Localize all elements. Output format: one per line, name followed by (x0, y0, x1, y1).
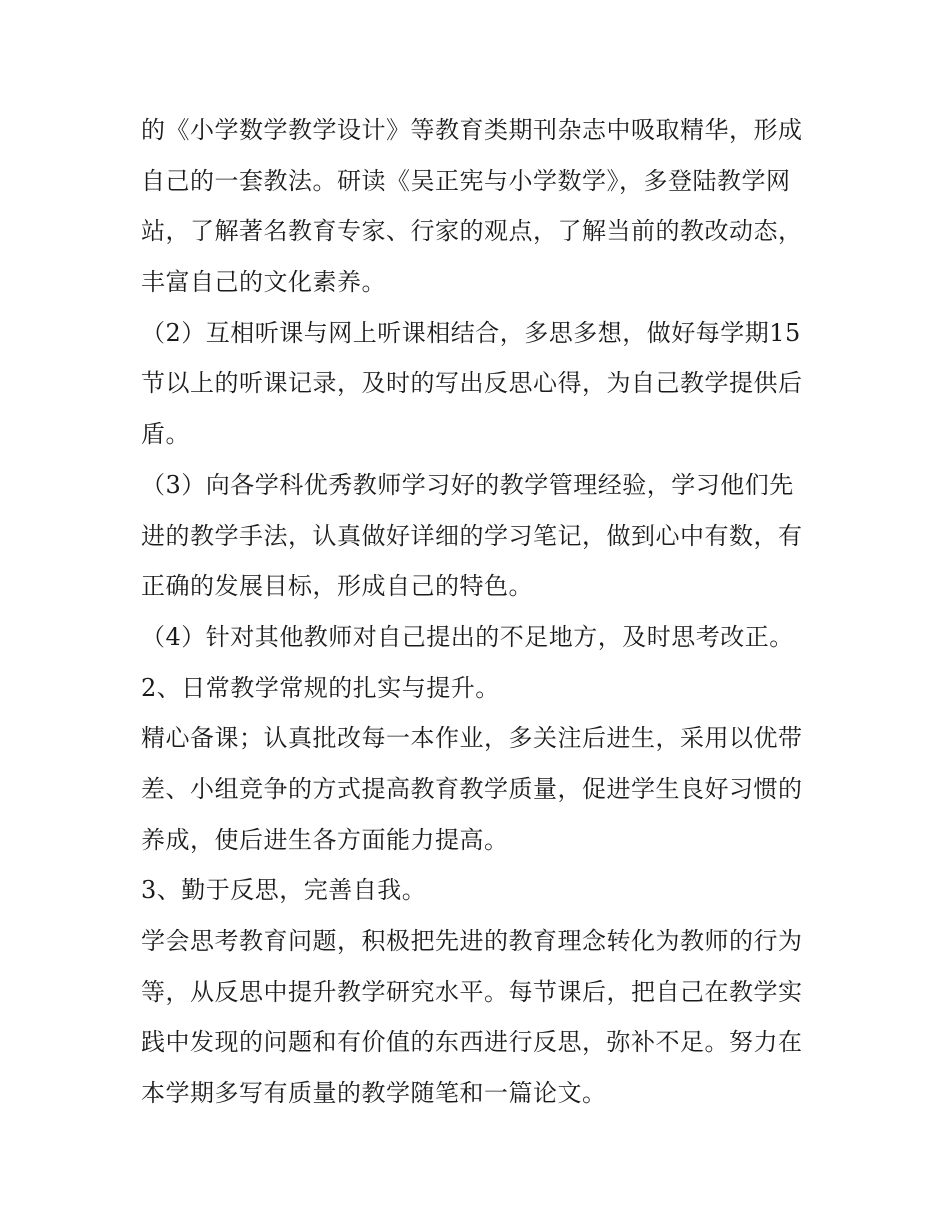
text-line-11: （4）针对其他教师对自己提出的不足地方，及时思考改正。 (141, 622, 794, 651)
text-line-1: 的《小学数学教学设计》等教育类期刊杂志中吸取精华，形成 (141, 116, 803, 144)
section-heading-3: 3、勤于反思，完善自我。 (141, 876, 427, 905)
text-line-18: 等，从反思中提升教学研究水平。每节课后，把自己在教学实 (141, 977, 803, 1006)
text-line-4: 丰富自己的文化素养。 (141, 268, 386, 297)
document-body (141, 105, 811, 1119)
text-line-3: 站，了解著名教育专家、行家的观点，了解当前的教改动态， (141, 217, 803, 246)
section-heading-2: 2、日常教学常规的扎实与提升。 (141, 673, 500, 702)
text-line-2: 自己的一套教法。研读《吴正宪与小学数学》，多登陆教学网 (141, 166, 791, 195)
text-line-19: 践中发现的问题和有价值的东西进行反思，弥补不足。努力在 (141, 1028, 803, 1057)
text-line-14: 差、小组竞争的方式提高教育教学质量，促进学生良好习惯的 (141, 774, 803, 803)
text-line-9: 进的教学手法，认真做好详细的学习笔记，做到心中有数，有 (141, 521, 803, 550)
text-line-13: 精心备课；认真批改每一本作业，多关注后进生，采用以优带 (141, 724, 803, 753)
text-line-20: 本学期多写有质量的教学随笔和一篇论文。 (141, 1079, 607, 1108)
text-line-15: 养成，使后进生各方面能力提高。 (141, 825, 509, 854)
text-line-6: 节以上的听课记录，及时的写出反思心得，为自己教学提供后 (141, 369, 803, 398)
text-line-5: （2）互相听课与网上听课相结合，多思多想，做好每学期15 (141, 318, 801, 347)
text-line-8: （3）向各学科优秀教师学习好的教学管理经验，学习他们先 (141, 470, 794, 499)
text-line-17: 学会思考教育问题，积极把先进的教育理念转化为教师的行为 (141, 927, 803, 955)
text-line-7: 盾。 (141, 420, 190, 449)
text-line-10: 正确的发展目标，形成自己的特色。 (141, 572, 533, 601)
